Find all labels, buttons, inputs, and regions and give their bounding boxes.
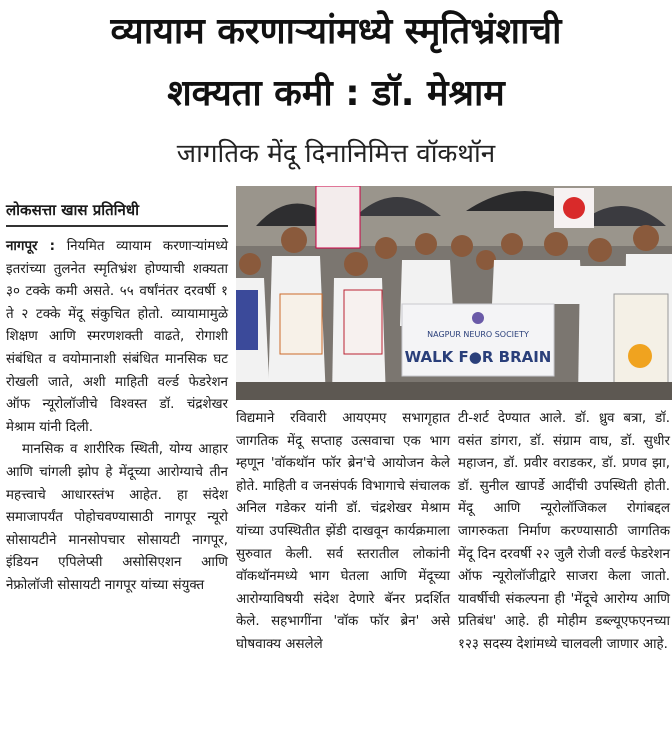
banner-logo [472,312,484,324]
headline-line-2: शक्यता कमी : डॉ. मेश्राम [167,73,505,114]
article-column-3 [458,408,670,657]
column1-para1: नियमित व्यायाम करणाऱ्यांमध्ये इतरांच्या तुलनेत स्मृतिभ्रंश होण्याची शक्यता ३० टक्के कमी असते. ५५ वर्षांनंतर दरवर्षी १ ते २ टक्के मेंदू संकुचित होतो. व्यायामामुळे शिक्षण आणि स्मरणशक्ती वाढते, रोगाशी संबंधित व वयोमानाशी संबंधित मानसिक घट रोखली जाते, अशी माहिती वर्ल्ड फेडरेशन ऑफ न्यूरोलॉजीचे विश्वस्त डॉ. चंद्रशेखर मेश्राम यांनी दिली. [6,239,228,435]
placard [236,290,258,350]
subheadline: जागतिक मेंदू दिनानिमित्त वॉकथॉन [176,139,496,169]
placard-circle [563,197,585,219]
banner-org-text: NAGPUR NEURO SOCIETY [427,330,529,339]
placard-circle [628,344,652,368]
column2-para1: विद्यमाने रविवारी आयएमए सभागृहात जागतिक मेंदू सप्ताह उत्सवाचा एक भाग म्हणून 'वॉकथॉन फॉर ब्रेन'चे आयोजन केले होते. माहिती व जनसंपर्क विभागाचे संचालक अनिल गडेकर यांनी डॉ. चंद्रशेखर मेश्राम यांच्या उपस्थितीत झेंडी दाखवून कार्यक्रमाला सुरुवात केली. सर्व स्तरातील लोकांनी वॉकथॉनमध्ये भाग घेतला आणि मेंदूच्या आरोग्याविषयी संदेश देणारे बॅनर प्रदर्शित केले. सहभागींना 'वॉक फॉर ब्रेन' असे घोषवाक्य असलेले [236,411,450,652]
banner-slogan-text: WALK F●R BRAIN [404,348,552,366]
article-column-2 [236,408,450,657]
placard [316,186,360,248]
placard [280,294,322,354]
placard [614,294,668,388]
news-photo [236,186,672,400]
dateline: नागपूर : [6,239,55,254]
column1-para2: मानसिक व शारीरिक स्थिती, योग्य आहार आणि चांगली झोप हे मेंदूच्या आरोग्याचे तीन महत्त्वाचे आधारस्तंभ आहेत. हा संदेश समाजापर्यंत पोहोचवण्यासाठी नागपूर न्यूरो सोसायटीने मानसोपचार सोसायटी नागपूर, इंडियन एपिलेप्सी असोसिएशन आणि नेफ्रोलॉजी सोसायटी नागपूर यांच्या संयुक्त [6,442,228,593]
walkathon-photo-illustration [236,186,672,400]
article-column-1 [6,236,228,598]
column3-para1: टी-शर्ट देण्यात आले. डॉ. ध्रुव बत्रा, डॉ. वसंत डांगरा, डॉ. संग्राम वाघ, डॉ. सुधीर महाजन, डॉ. प्रवीर वराडकर, डॉ. प्रणव झा, डॉ. सुनील खापर्डे आदींची उपस्थिती होती. मेंदू आणि न्यूरोलॉजिकल रोगांबद्दल जागरुकता निर्माण करण्यासाठी जागतिक मेंदू दिन दरवर्षी २२ जुलै रोजी वर्ल्ड फेडरेशन ऑफ न्यूरोलॉजीद्वारे साजरा केला जातो. यावर्षीची संकल्पना ही 'मेंदूचे आरोग्य आणि प्रतिबंध' आहे. ही मोहीम डब्ल्यूएफएनच्या १२३ सदस्य देशांमध्ये चालवली जाणार आहे. [458,411,670,652]
headline-line-1: व्यायाम करणाऱ्यांमध्ये स्मृतिभ्रंशाची [110,11,562,52]
byline: लोकसत्ता खास प्रतिनिधी [6,198,228,227]
placard [344,290,382,354]
